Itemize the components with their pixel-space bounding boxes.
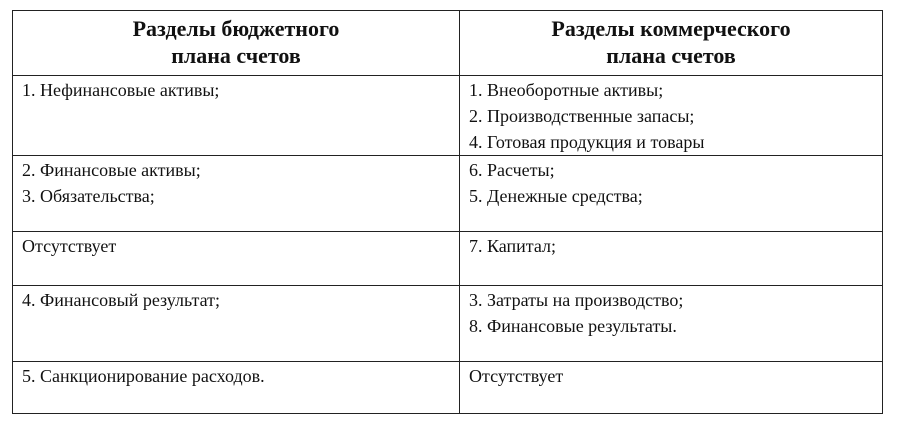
cell-line: 1. Внеоборотные активы; [469, 80, 664, 100]
cell-line: 6. Расчеты; [469, 160, 555, 180]
header-commercial-line1: Разделы коммерческого [551, 16, 791, 41]
budget-cell [13, 76, 460, 156]
header-budget-line1: Разделы бюджетного [132, 16, 340, 41]
budget-cell [13, 286, 460, 362]
header-budget-line2: плана счетов [171, 43, 301, 68]
commercial-cell [460, 362, 883, 414]
cell-line: 4. Готовая продукция и товары [469, 132, 705, 152]
header-row [13, 11, 883, 76]
plan-comparison-table [12, 10, 883, 414]
budget-cell [13, 232, 460, 286]
cell-line: 3. Обязательства; [22, 186, 155, 206]
header-budget [13, 11, 460, 76]
cell-line: 2. Финансовые активы; [22, 160, 201, 180]
commercial-cell [460, 76, 883, 156]
budget-cell [13, 156, 460, 232]
table-row [13, 232, 883, 286]
table-row [13, 76, 883, 156]
table-row [13, 362, 883, 414]
commercial-cell [460, 286, 883, 362]
cell-line: 7. Капитал; [469, 236, 557, 256]
cell-line: 5. Санкционирование расходов. [22, 366, 265, 386]
header-commercial-line2: плана счетов [606, 43, 736, 68]
table-row [13, 286, 883, 362]
commercial-cell [460, 156, 883, 232]
cell-line: 2. Производственные запасы; [469, 106, 695, 126]
cell-line: Отсутствует [22, 236, 117, 256]
table-row [13, 156, 883, 232]
cell-line: 1. Нефинансовые активы; [22, 80, 220, 100]
header-commercial [460, 11, 883, 76]
cell-line: Отсутствует [469, 366, 564, 386]
cell-line: 5. Денежные средства; [469, 186, 643, 206]
commercial-cell [460, 232, 883, 286]
cell-line: 8. Финансовые результаты. [469, 316, 677, 336]
cell-line: 3. Затраты на производство; [469, 290, 684, 310]
cell-line: 4. Финансовый результат; [22, 290, 220, 310]
budget-cell [13, 362, 460, 414]
